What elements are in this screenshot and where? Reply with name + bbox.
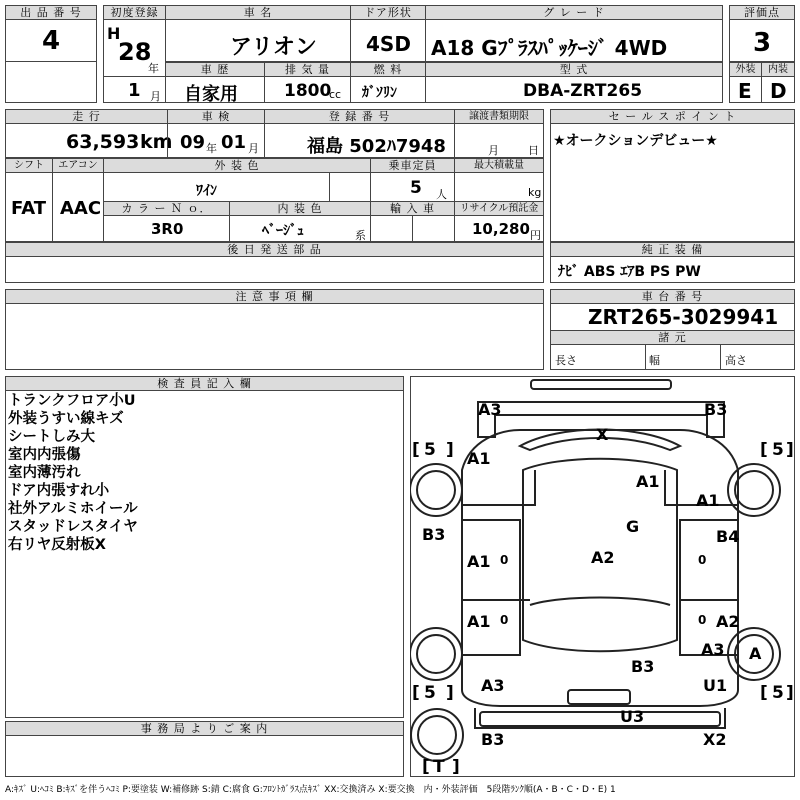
damage-mark-door-zero-4: 0 (698, 613, 707, 627)
dims-divider-1 (645, 344, 646, 370)
damage-mark-trunk: B3 (631, 657, 655, 676)
width-label: 幅 (649, 354, 660, 367)
damage-mark-right-front-fender: A1 (696, 491, 720, 510)
transfer-day: 日 (528, 144, 539, 157)
shift-value: FAT (11, 198, 47, 219)
first-reg-label: 初度登録 (103, 5, 166, 20)
caution-box (5, 303, 544, 370)
lot-label: 出 品 番 号 (5, 5, 97, 20)
shift-label: シフト (5, 158, 53, 173)
damage-mark-rear-right: U1 (703, 676, 728, 695)
ext-color-value: ﾜｲﾝ (196, 183, 217, 199)
damage-mark-front-right: B3 (704, 400, 728, 419)
dims-divider-2 (720, 344, 721, 370)
capacity-unit: 人 (436, 188, 447, 201)
dims-box (550, 344, 795, 370)
displacement-label: 排 気 量 (264, 62, 351, 77)
chassis-label: 車 台 番 号 (550, 289, 795, 304)
ext-color-label: 外 装 色 (103, 158, 371, 173)
caution-label: 注 意 事 項 欄 (5, 289, 544, 304)
svg-text:]: ] (786, 440, 794, 460)
damage-mark-wheel-mark: A (749, 644, 762, 663)
car-name-label: 車 名 (165, 5, 351, 20)
ext-color-box (103, 172, 371, 202)
damage-mark-left-front-fender: A1 (467, 449, 491, 468)
door-value: 4SD (366, 32, 411, 56)
import-divider (412, 215, 413, 242)
inspector-line: スタッドレスタイヤ (8, 519, 138, 535)
insp-year-unit: 年 (206, 142, 217, 155)
svg-text:[: [ (412, 440, 420, 460)
inspector-line: ドア内張すれ小 (8, 483, 110, 499)
tire-rl: 5 (424, 683, 436, 703)
reg-no-value: 福島 502ﾊ7948 (307, 136, 446, 157)
tire-fr: 5 (772, 440, 784, 460)
genuine-value: ﾅﾋﾞ ABS ｴｱB PS PW (558, 264, 701, 280)
sales-value: ★オークションデビュー★ (553, 133, 718, 149)
insp-month-unit: 月 (248, 142, 259, 155)
svg-text:[: [ (422, 757, 430, 777)
damage-mark-rear-bumper: U3 (620, 707, 645, 726)
svg-text:[: [ (412, 683, 420, 703)
int-color-label: 内 装 色 (229, 201, 371, 216)
int-value: D (770, 79, 787, 103)
inspector-line: トランクフロア小U (8, 393, 136, 409)
lot-value: 4 (42, 26, 61, 56)
color-no-label: カ ラ ー Ｎ ｏ． (103, 201, 230, 216)
max-load-label: 最大積載量 (454, 158, 544, 173)
recycle-value: 10,280 (472, 220, 530, 238)
mileage-value: 63,593 (66, 131, 140, 153)
office-label: 事 務 局 よ り ご 案 内 (5, 721, 404, 736)
svg-text:]: ] (446, 683, 454, 703)
damage-mark-rear-left: A3 (481, 676, 505, 695)
tire-fl: 5 (424, 440, 436, 460)
inspector-label: 検 査 員 記 入 欄 (5, 376, 404, 391)
inspector-lines (8, 392, 138, 554)
damage-mark-right-rear: A3 (701, 640, 725, 659)
insp-month: 01 (221, 132, 247, 153)
insp-year: 09 (180, 132, 206, 153)
damage-mark-door-zero-3: 0 (500, 613, 509, 627)
inspector-line: 社外アルミホイール (8, 501, 138, 517)
score-label: 評価点 (729, 5, 795, 20)
inspection-label: 車 検 (167, 109, 265, 124)
office-box (5, 735, 404, 777)
door-label: ドア形状 (350, 5, 426, 20)
later-parts-box (5, 256, 544, 283)
year-unit: 年 (148, 62, 159, 75)
int-label: 内装 (761, 62, 795, 77)
score-value: 3 (753, 28, 772, 58)
fuel-label: 燃 料 (350, 62, 426, 77)
ac-value: AAC (60, 198, 102, 219)
recycle-unit: 円 (530, 229, 541, 242)
tire-spare: T (433, 757, 445, 777)
tire-rr: 5 (772, 683, 784, 703)
svg-text:]: ] (446, 440, 454, 460)
inspector-line: 右リヤ反射板X (8, 537, 106, 553)
model-value: DBA-ZRT265 (523, 81, 643, 101)
damage-mark-cabin: A2 (591, 548, 615, 567)
damage-mark-rear-bottom-right: X2 (703, 730, 727, 749)
damage-mark-door-zero-1: 0 (500, 553, 509, 567)
ext-color-divider (329, 172, 330, 202)
displacement-value: 1800 (284, 81, 332, 101)
transfer-month: 月 (488, 144, 499, 157)
grade-label: グ レ ー ド (425, 5, 723, 20)
recycle-label: リサイクル預託金 (454, 201, 544, 216)
inspector-line: 外装うすい線キズ (8, 411, 124, 427)
displacement-unit: cc (329, 88, 342, 101)
damage-mark-left-side: B3 (422, 525, 446, 544)
max-load-unit: kg (528, 186, 542, 199)
history-label: 車 歴 (165, 62, 265, 77)
svg-text:]: ] (786, 683, 794, 703)
legend: A:ｷｽﾞ U:ﾍｺﾐ B:ｷｽﾞを伴うﾍｺﾐ P:要塗装 W:補修跡 S:錆 C:腐食 G:ﾌﾛﾝﾄｶﾞﾗｽ点ｷｽﾞ XX:交換済み X:要交換 内・外装評価 5段階ﾗﾝｸ順(A・B・C・D・E) 1 (5, 785, 616, 795)
import-label: 輸 入 車 (370, 201, 455, 216)
svg-text:[: [ (760, 440, 768, 460)
fuel-value: ｶﾞｿﾘﾝ (362, 85, 397, 101)
later-parts-label: 後 日 発 送 部 品 (5, 242, 544, 257)
capacity-value: 5 (410, 178, 422, 198)
month-value: 1 (128, 80, 141, 101)
damage-mark-right-rear-door: A2 (716, 612, 740, 631)
car-name-value: アリオン (230, 35, 317, 60)
mileage-label: 走 行 (5, 109, 168, 124)
mileage-unit: km (140, 131, 173, 153)
damage-mark-front-left: A3 (478, 400, 502, 419)
capacity-label: 乗車定員 (370, 158, 455, 173)
era-value: H (107, 24, 121, 43)
genuine-label: 純 正 装 備 (550, 242, 795, 257)
damage-mark-hood: A1 (636, 472, 660, 491)
ac-label: エアコン (52, 158, 104, 173)
reg-no-label: 登 録 番 号 (264, 109, 455, 124)
color-no-value: 3R0 (151, 220, 184, 238)
ext-value: E (738, 79, 752, 103)
svg-text:[: [ (760, 683, 768, 703)
damage-mark-roof: G (626, 517, 640, 536)
sales-label: セ ー ル ス ポ イ ン ト (550, 109, 795, 124)
int-color-unit: 系 (355, 229, 366, 242)
inspector-line: シートしみ大 (8, 429, 95, 445)
month-unit: 月 (150, 90, 161, 103)
damage-mark-door-zero-2: 0 (698, 553, 707, 567)
height-label: 高さ (725, 354, 747, 367)
svg-text:]: ] (452, 757, 460, 777)
length-label: 長さ (555, 354, 577, 367)
history-value: 自家用 (184, 84, 238, 105)
year-value: 28 (118, 38, 152, 66)
inspector-line: 室内内張傷 (8, 447, 81, 463)
dims-label: 諸 元 (550, 330, 795, 345)
damage-mark-left-rear-door: A1 (467, 612, 491, 631)
year-divider (103, 76, 166, 77)
damage-mark-front-center: X (596, 425, 609, 444)
int-color-value: ﾍﾞｰｼﾞｭ (262, 223, 304, 239)
transfer-label: 譲渡書類期限 (454, 109, 544, 124)
inspector-line: 室内薄汚れ (8, 465, 81, 481)
chassis-value: ZRT265-3029941 (588, 305, 779, 329)
model-label: 型 式 (425, 62, 723, 77)
ext-label: 外装 (729, 62, 762, 77)
car-diagram (410, 376, 795, 777)
damage-mark-rear-bottom-left: B3 (481, 730, 505, 749)
grade-value: A18 Gﾌﾟﾗｽﾊﾟｯｹｰｼﾞ 4WD (431, 36, 668, 60)
lot-blank (5, 61, 97, 103)
damage-mark-right-side: B4 (716, 527, 740, 546)
damage-mark-left-front-door: A1 (467, 552, 491, 571)
